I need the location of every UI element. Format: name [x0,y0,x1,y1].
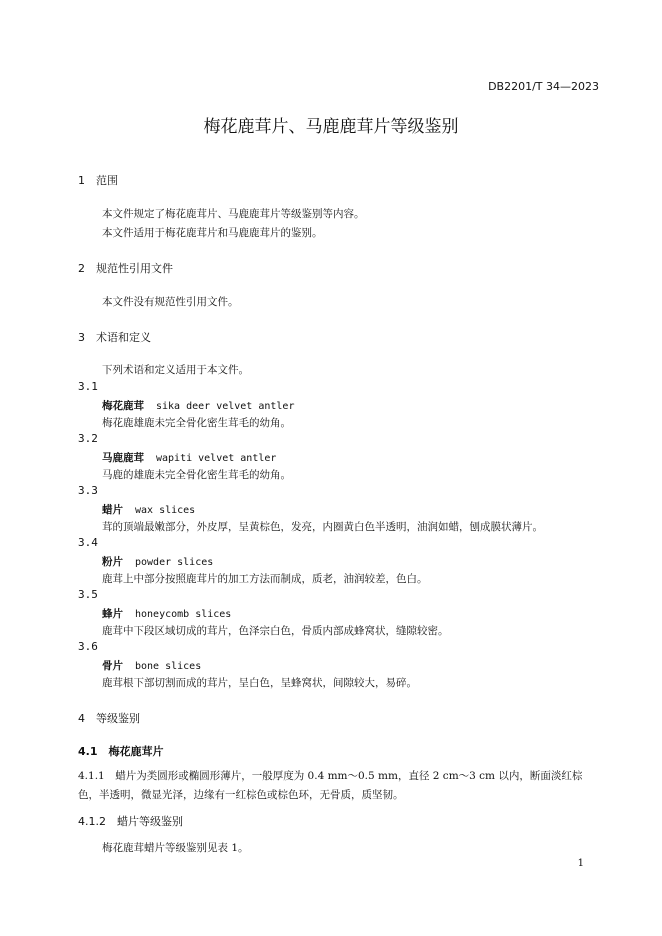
term-definition: 鹿茸根下部切割而成的茸片，呈白色，呈蜂窝状，间隙较大，易碎。 [102,677,417,689]
section-4-heading: 4 等级鉴别 [78,712,140,725]
term-chinese: 梅花鹿茸 [102,400,144,412]
section-1-heading: 1 范围 [78,174,118,187]
document-title: 梅花鹿茸片、马鹿鹿茸片等级鉴别 [203,117,459,137]
term-english: powder slices [135,557,214,568]
term-title [102,658,201,673]
clause-4-1-1: 4.1.1 蜡片为类圆形或椭圆形薄片，一般厚度为 0.4 mm～0.5 mm，直径 2 cm～3 cm 以内，断面淡红棕色，半透明，微显光泽，边缘有一红棕色或棕色环，无骨质，质坚韧。 [78,770,583,801]
page-number: 1 [577,858,584,869]
term-title [102,606,231,621]
term-definition: 马鹿的雄鹿未完全骨化密生茸毛的幼角。 [102,469,291,481]
term-number: 3.5 [78,588,98,601]
term-english: honeycomb slices [135,609,232,620]
term-definition: 梅花鹿雄鹿未完全骨化密生茸毛的幼角。 [102,417,291,429]
term-title [102,554,213,569]
term-number: 3.1 [78,380,98,393]
section-1-paragraph-2: 本文件适用于梅花鹿茸片和马鹿鹿茸片的鉴别。 [102,227,323,239]
section-1-paragraph-1: 本文件规定了梅花鹿茸片、马鹿鹿茸片等级鉴别等内容。 [102,208,365,220]
section-2-heading: 2 规范性引用文件 [78,262,173,275]
term-number: 3.2 [78,432,98,445]
subsection-4-1-heading: 4.1 梅花鹿茸片 [78,745,164,758]
term-chinese: 蜡片 [102,504,123,516]
term-definition: 鹿茸中下段区域切成的茸片，色泽宗白色，骨质内部成蜂窝状，缝隙较密。 [102,625,449,637]
clause-4-1-2-heading: 4.1.2 蜡片等级鉴别 [78,815,183,828]
term-chinese: 马鹿鹿茸 [102,452,144,464]
term-english: bone slices [135,661,202,672]
section-3-intro: 下列术语和定义适用于本文件。 [102,364,249,376]
term-title [102,450,276,465]
section-2-paragraph-1: 本文件没有规范性引用文件。 [102,296,239,308]
term-definition: 茸的顶端最嫩部分，外皮厚，呈黄棕色，发亮，内圈黄白色半透明，油润如蜡，刨成膜状薄片。 [102,521,543,533]
term-chinese: 蜂片 [102,608,123,620]
term-english: sika deer velvet antler [156,401,295,412]
clause-4-1-2-paragraph: 梅花鹿茸蜡片等级鉴别见表 1。 [102,842,249,854]
term-number: 3.3 [78,484,98,497]
term-title [102,502,195,517]
standard-number: DB2201/T 34—2023 [488,80,599,93]
term-english: wax slices [135,505,196,516]
term-title [102,398,294,413]
term-chinese: 粉片 [102,556,123,568]
term-chinese: 骨片 [102,660,123,672]
section-3-heading: 3 术语和定义 [78,331,151,344]
term-english: wapiti velvet antler [156,453,277,464]
term-number: 3.4 [78,536,98,549]
term-number: 3.6 [78,640,98,653]
term-definition: 鹿茸上中部分按照鹿茸片的加工方法而制成，质老，油润较差，色白。 [102,573,428,585]
